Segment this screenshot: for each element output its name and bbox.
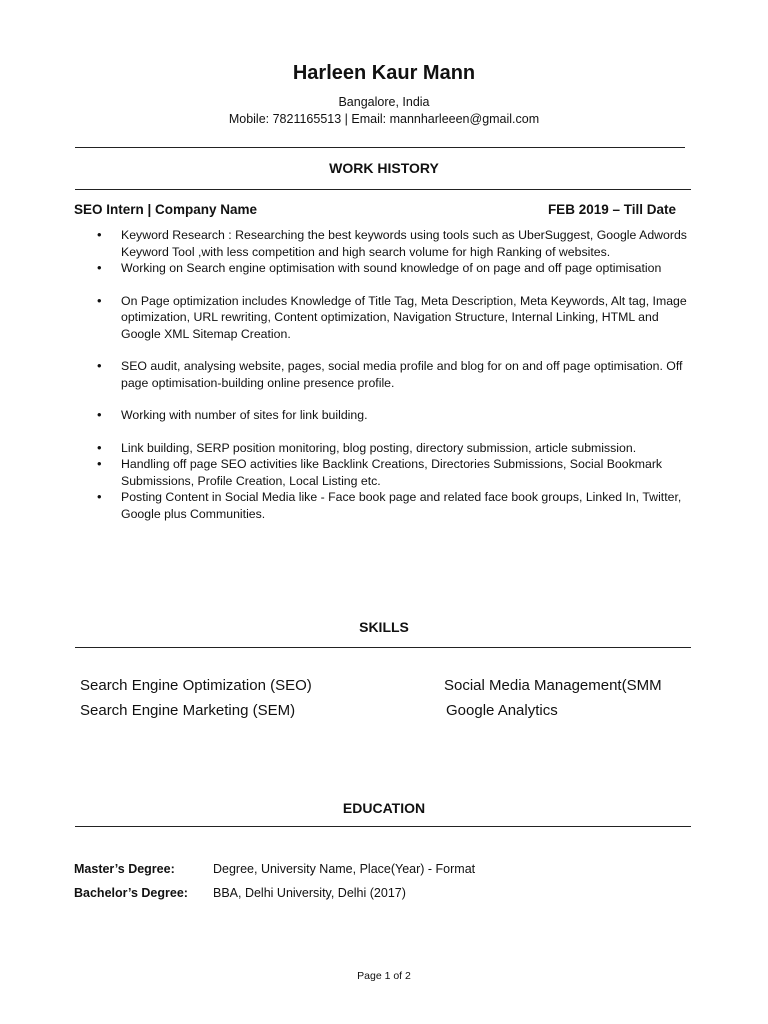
work-bullet: • Working on Search engine optimisation with sound knowledge of on page and off page optimisation <box>75 260 695 277</box>
skill-item: Google Analytics <box>446 702 558 719</box>
work-bullet: • Keyword Research : Researching the best keywords using tools such as UberSuggest, Google Adwords Keyword Tool ,with less competition and high search volume for high Ranking of websites. <box>75 227 695 260</box>
education-label: Bachelor’s Degree: <box>74 886 188 900</box>
work-bullet: • SEO audit, analysing website, pages, social media profile and blog for on and off page optimisation. Off page optimisation-building online presence profile. <box>75 358 695 391</box>
education-entry <box>74 862 475 876</box>
work-bullet: • On Page optimization includes Knowledge of Title Tag, Meta Description, Meta Keywords, Alt tag, Image optimization, URL rewriting, Content optimization, Navigation Structure, Internal Linking, HTML and Google XML Sitemap Creation. <box>75 293 695 343</box>
work-bullet: • Handling off page SEO activities like Backlink Creations, Directories Submissions, Social Bookmark Submissions, Profile Creation, Local Listing etc. <box>75 456 695 489</box>
section-heading-skills: SKILLS <box>359 619 409 635</box>
job-title: SEO Intern | Company Name <box>74 202 258 217</box>
education-entry <box>74 886 406 900</box>
education-label: Master’s Degree: <box>74 862 175 876</box>
page-number: Page 1 of 2 <box>357 970 411 982</box>
section-heading-education: EDUCATION <box>342 800 426 816</box>
education-value: Degree, University Name, Place(Year) - Format <box>213 862 476 876</box>
work-bullet-list <box>75 227 695 522</box>
education-value: BBA, Delhi University, Delhi (2017) <box>213 886 406 900</box>
skill-item: Search Engine Optimization (SEO) <box>80 677 312 694</box>
divider-line <box>75 647 691 648</box>
work-bullet: • Posting Content in Social Media like - Face book page and related face book groups, Linked In, Twitter, Google plus Communities. <box>75 489 695 522</box>
candidate-location: Bangalore, India <box>338 95 430 109</box>
divider-line <box>75 147 685 148</box>
job-header <box>74 202 676 217</box>
job-dates: FEB 2019 – Till Date <box>547 202 676 217</box>
work-bullet: • Working with number of sites for link building. <box>75 407 695 424</box>
skill-item: Search Engine Marketing (SEM) <box>80 702 296 719</box>
divider-line <box>75 826 691 827</box>
skill-item: Social Media Management(SMM <box>444 677 662 694</box>
divider-line <box>75 189 691 190</box>
work-bullet: • Link building, SERP position monitoring, blog posting, directory submission, article submission. <box>75 440 695 457</box>
section-heading-work-history: WORK HISTORY <box>329 160 439 176</box>
candidate-name: Harleen Kaur Mann <box>292 62 476 84</box>
candidate-contact: Mobile: 7821165513 | Email: mannharleeen@gmail.com <box>228 112 540 126</box>
